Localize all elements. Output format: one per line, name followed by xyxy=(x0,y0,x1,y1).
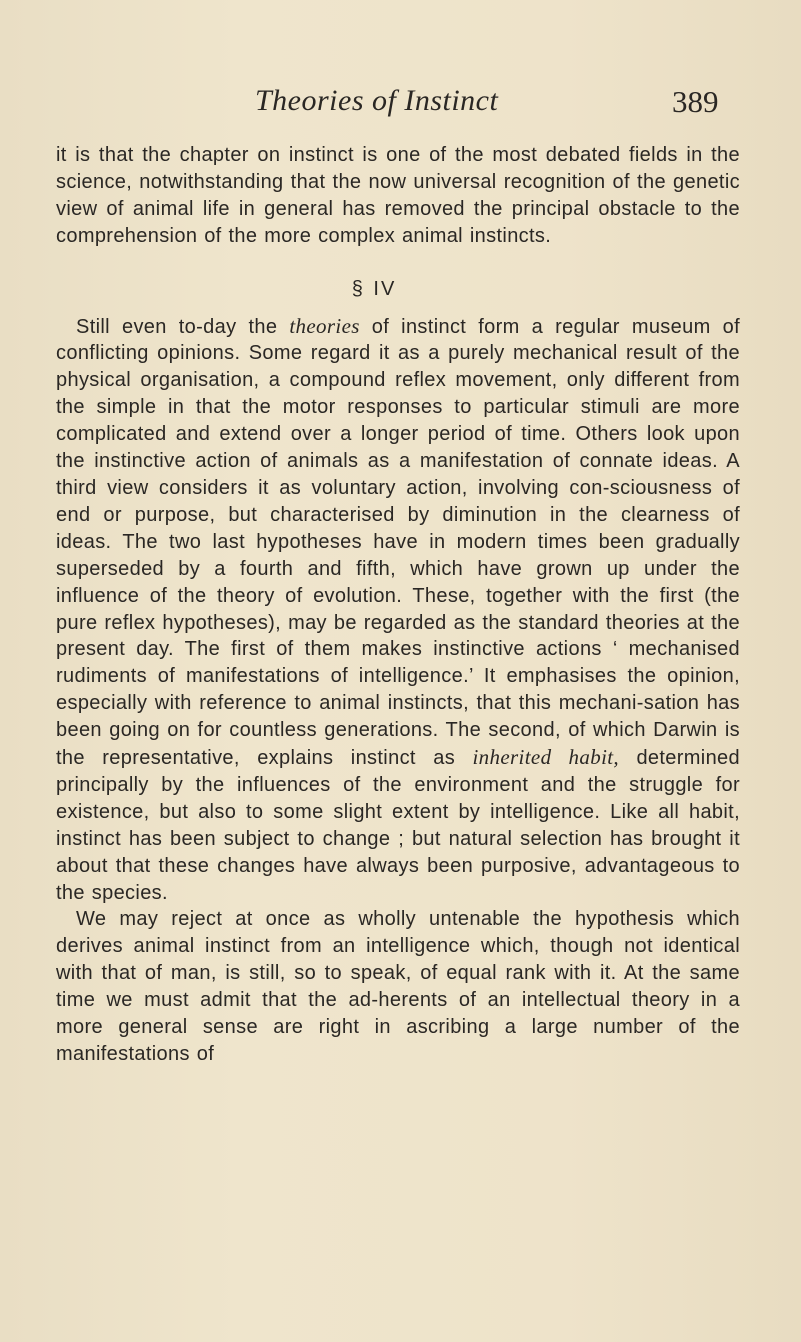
paragraph-theories xyxy=(56,313,740,907)
running-head-title: Theories of Instinct xyxy=(255,84,499,117)
section-heading: § IV xyxy=(351,277,397,300)
paragraph-text: of instinct form a regular museum of conflicting opinions. Some regard it as a purely mechanical result of the physical organisation, a compound reflex movement, only different from the simple in that the motor responses to particular stimuli are more complicated and extend over a longer period of time. Others look upon the instinctive action of animals as a manifestation of connate ideas. A third view considers it as voluntary action, involving con-sciousness of end or purpose, but characterised by diminution in the clearness of ideas. The two last hypotheses have in modern times been gradually superseded by a fourth and fifth, which have grown up under the influence of the theory of evolution. These, together with the first (the pure reflex hypotheses), may be regarded as the standard theories at the present day. The first of them makes instinctive actions ‘ mechanised rudiments of manifestations of intelligence.’ It emphasises the opinion, especially with reference to animal instincts, that this mechani-sation has been going on for countless generations. The second, of which Darwin is the representative, explains instinct as xyxy=(56,315,740,770)
paragraph-text: Still even to-day the xyxy=(76,315,290,338)
paragraph-hypothesis: We may reject at once as wholly untenable the hypothesis which derives animal instinct from an intelligence which, though not identical with that of man, is still, so to speak, of equal rank with it. At the same time we must admit that the ad-herents of an intellectual theory in a more general sense are right in ascribing a large number of the manifestations of xyxy=(56,908,740,1065)
paragraph-continued: it is that the chapter on instinct is one of the most debated fields in the science, notwithstanding that the now universal recognition of the genetic view of animal life in general has removed the principal obstacle to the comprehension of the more complex animal instincts. xyxy=(56,144,740,247)
page-number: 389 xyxy=(672,84,719,119)
emphasis-inherited-habit: inherited habit, xyxy=(472,745,620,770)
emphasis-theories: theories xyxy=(289,313,360,338)
running-head xyxy=(0,84,801,124)
body-text xyxy=(56,142,740,1068)
paragraph-text: determined principally by the influences of the environment and the struggle for existence, but also to some slight extent by intelligence. Like all habit, instinct has been subject to change ; but natural selection has brought it about that these changes have always been purposive, advantageous to the species. xyxy=(56,747,741,904)
